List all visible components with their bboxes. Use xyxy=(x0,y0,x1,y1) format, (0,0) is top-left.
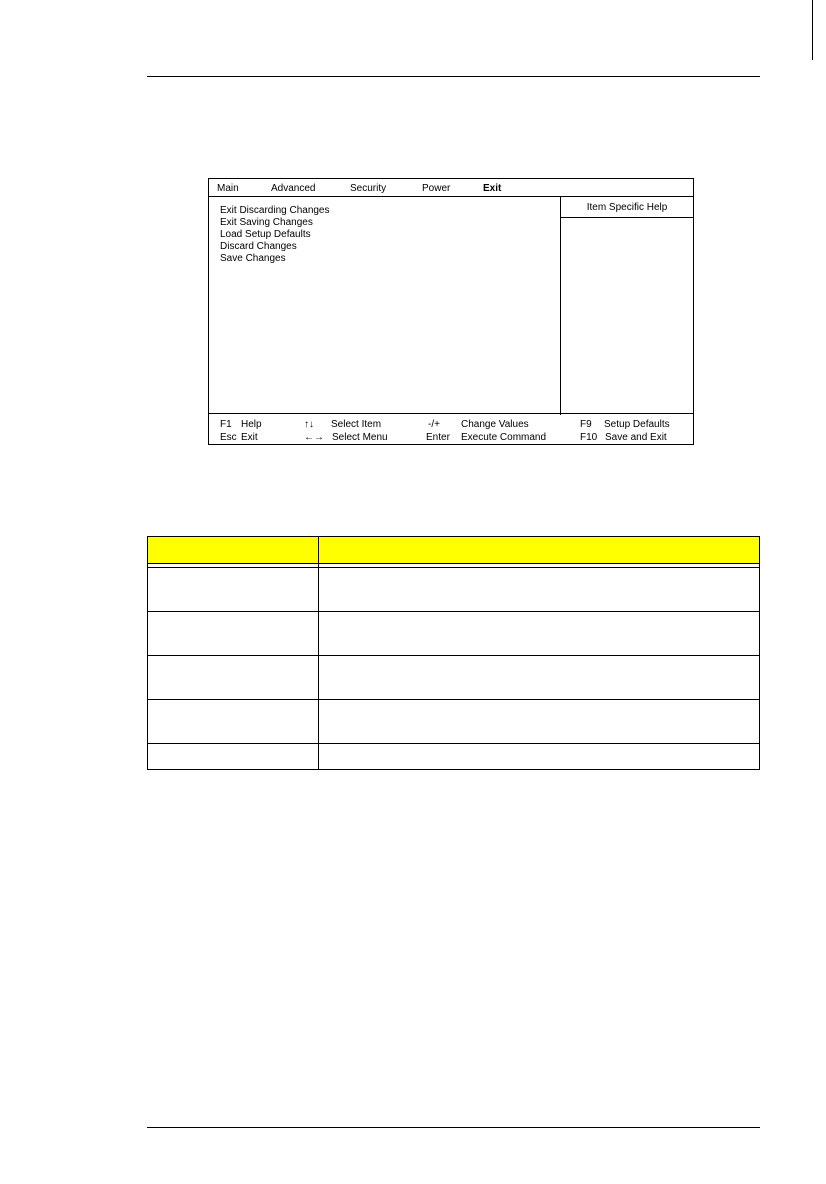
table-row xyxy=(148,612,760,656)
execute-command-label: Execute Command xyxy=(461,432,547,443)
key-f10: F10 xyxy=(580,432,598,443)
item-discard-changes[interactable]: Discard Changes xyxy=(220,241,297,252)
leftright-arrows-icon: ←→ xyxy=(304,432,324,443)
item-exit-discarding-changes[interactable]: Exit Discarding Changes xyxy=(220,205,330,216)
select-menu-label: Select Menu xyxy=(332,432,388,443)
save-and-exit-label: Save and Exit xyxy=(605,432,667,443)
table-row xyxy=(148,656,760,700)
bios-main-pane xyxy=(209,197,561,415)
key-enter: Enter xyxy=(426,432,450,443)
help-title: Item Specific Help xyxy=(561,197,693,218)
table-cell xyxy=(319,656,760,700)
table-header-row xyxy=(148,537,760,564)
key-f9: F9 xyxy=(580,419,592,430)
item-exit-saving-changes[interactable]: Exit Saving Changes xyxy=(220,217,313,228)
select-item-label: Select Item xyxy=(331,419,382,430)
item-load-setup-defaults[interactable]: Load Setup Defaults xyxy=(220,229,311,240)
page-edge-line xyxy=(812,0,813,60)
parameter-description-table xyxy=(147,536,760,770)
table-header-cell xyxy=(148,537,319,564)
table-cell xyxy=(319,568,760,612)
table-row xyxy=(148,744,760,770)
key-plusminus: -/+ xyxy=(428,419,440,430)
change-values-label: Change Values xyxy=(461,419,529,430)
table-row xyxy=(148,568,760,612)
bios-menu-bar xyxy=(209,179,693,197)
exit-options-list xyxy=(220,205,330,265)
table-cell xyxy=(319,612,760,656)
table-cell xyxy=(148,568,319,612)
menu-exit[interactable]: Exit xyxy=(483,183,502,194)
key-esc-label: Exit xyxy=(241,432,258,443)
key-f1-label: Help xyxy=(241,419,262,430)
menu-main[interactable]: Main xyxy=(217,183,239,194)
bios-key-legend xyxy=(209,413,693,444)
table-cell xyxy=(148,700,319,744)
table-cell xyxy=(148,744,319,770)
header-rule xyxy=(147,76,760,77)
table-header-cell xyxy=(319,537,760,564)
bios-exit-screen xyxy=(208,178,694,445)
table-cell xyxy=(319,700,760,744)
setup-defaults-label: Setup Defaults xyxy=(604,419,670,430)
footer-rule xyxy=(147,1127,760,1128)
menu-power[interactable]: Power xyxy=(422,183,451,194)
table-row xyxy=(148,700,760,744)
table-cell xyxy=(148,612,319,656)
table-cell xyxy=(319,744,760,770)
key-esc: Esc xyxy=(220,432,237,443)
menu-security[interactable]: Security xyxy=(350,183,387,194)
table-cell xyxy=(148,656,319,700)
key-f1: F1 xyxy=(220,419,232,430)
menu-advanced[interactable]: Advanced xyxy=(271,183,316,194)
item-save-changes[interactable]: Save Changes xyxy=(220,253,286,264)
updown-arrows-icon: ↑↓ xyxy=(304,419,314,430)
help-pane xyxy=(561,197,693,415)
